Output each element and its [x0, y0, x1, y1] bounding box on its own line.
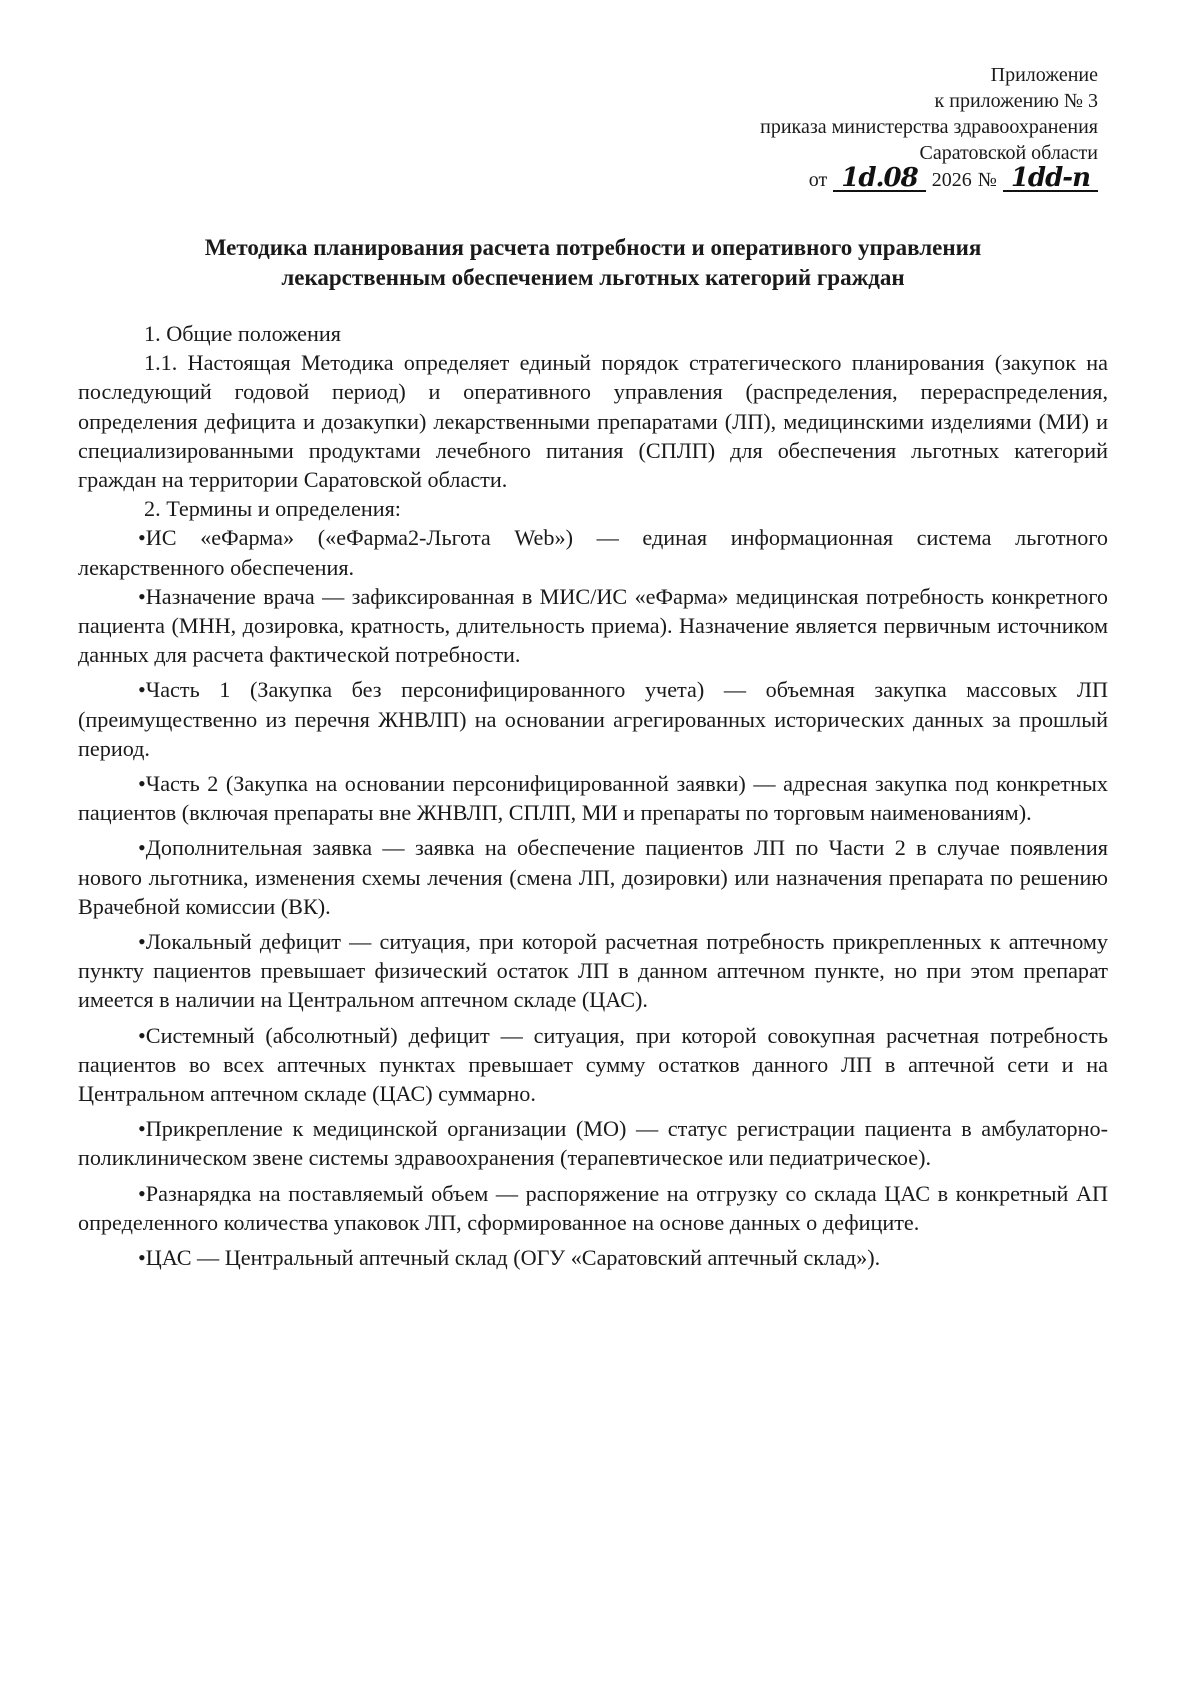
order-date-number	[808, 163, 1098, 193]
document-title	[78, 233, 1108, 293]
section-1-paragraph: 1.1. Настоящая Методика определяет единый порядок стратегического планирования (закупок на последующий годовой период) и оперативного управления (распределения, перераспределения, определения дефицита и дозакупки) лекарственными препаратами (ЛП), медицинскими изделиями (МИ) и специализированными продуктами лечебного питания (СПЛП) для обеспечения льготных категорий граждан на территории Саратовской области.	[78, 350, 1108, 493]
region-name: Саратовской области	[919, 142, 1098, 164]
document-body	[78, 319, 1108, 1272]
handwritten-date: 1d.08	[833, 166, 926, 192]
term-efarma: •ИС «еФарма» («еФарма2-Льгота Web») — единая информационная система льготного лекарственного обеспечения.	[78, 525, 1108, 580]
term-part-2: •Часть 2 (Закупка на основании персонифицированной заявки) — адресная закупка под конкретных пациентов (включая препараты вне ЖНВЛП, СПЛП, МИ и препараты по торговым наименованиям).	[78, 771, 1108, 826]
title-line-2: лекарственным обеспечением льготных категорий граждан	[281, 265, 905, 290]
handwritten-number: 1dd-n	[1003, 166, 1098, 192]
order-year: 2026	[931, 169, 972, 191]
term-doctor-prescription: •Назначение врача — зафиксированная в МИС/ИС «еФарма» медицинская потребность конкретного пациента (МНН, дозировка, кратность, длительность приема). Назначение является первичным источником данных для расчета фактической потребности.	[78, 583, 1108, 668]
term-additional-request: •Дополнительная заявка — заявка на обеспечение пациентов ЛП по Части 2 в случае появления нового льготника, изменения схемы лечения (смена ЛП, дозировки) или назначения препарата по решению Врачебной комиссии (ВК).	[78, 835, 1108, 919]
term-local-deficit: •Локальный дефицит — ситуация, при которой расчетная потребность прикрепленных к аптечному пункту пациентов превышает физический остаток ЛП в данном аптечном пункте, но при этом препарат имеется в наличии на Центральном аптечном складе (ЦАС).	[78, 929, 1108, 1013]
term-allocation: •Разнарядка на поставляемый объем — распоряжение на отгрузку со склада ЦАС в конкретный АП определенного количества упаковок ЛП, сформированное на основе данных о дефиците.	[78, 1180, 1108, 1235]
term-mo-attachment: •Прикрепление к медицинской организации (МО) — статус регистрации пациента в амбулаторно-поликлиническом звене системы здравоохранения (терапевтическое или педиатрическое).	[78, 1116, 1108, 1171]
appendix-reference: к приложению № 3	[934, 90, 1098, 112]
section-1-heading: 1. Общие положения	[144, 321, 341, 346]
title-line-1: Методика планирования расчета потребности и оперативного управления	[204, 235, 982, 260]
number-prefix: №	[977, 169, 997, 191]
term-system-deficit: •Системный (абсолютный) дефицит — ситуация, при которой совокупная расчетная потребность пациентов во всех аптечных пунктах превышает сумму остатков данного ЛП в аптечной сети и на Центральном аптечном складе (ЦАС) суммарно.	[78, 1022, 1108, 1107]
order-reference: приказа министерства здравоохранения	[760, 116, 1098, 138]
term-part-1: •Часть 1 (Закупка без персонифицированного учета) — объемная закупка массовых ЛП (преимущественно из перечня ЖНВЛП) на основании агрегированных исторических данных за прошлый период.	[78, 677, 1108, 761]
section-2-heading: 2. Термины и определения:	[144, 496, 401, 522]
term-cas: •ЦАС — Центральный аптечный склад (ОГУ «Саратовский аптечный склад»).	[138, 1245, 881, 1271]
appendix-label: Приложение	[990, 64, 1098, 86]
appendix-header	[78, 62, 1098, 193]
date-prefix: от	[808, 169, 828, 191]
